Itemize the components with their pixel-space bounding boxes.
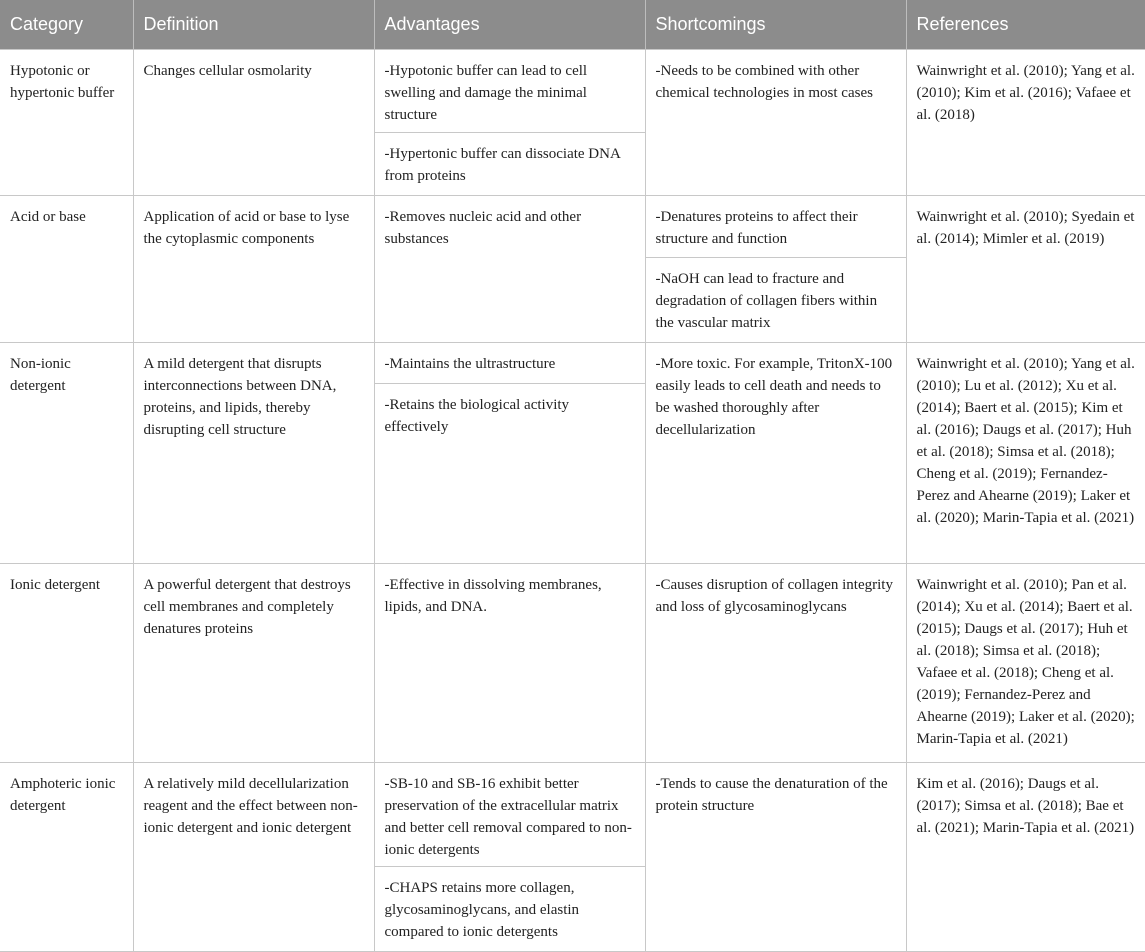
shortcomings-cell: -Tends to cause the denaturation of the protein structure (645, 762, 906, 951)
advantages-cell (374, 762, 645, 951)
category-cell: Non-ionic detergent (0, 342, 133, 563)
header-shortcomings: Shortcomings (645, 0, 906, 49)
advantages-cell: -Removes nucleic acid and other substances (374, 195, 645, 342)
references-cell: Wainwright et al. (2010); Yang et al. (2010); Kim et al. (2016); Vafaee et al. (2018) (906, 49, 1145, 195)
advantage-item: -Retains the biological activity effectively (375, 383, 645, 446)
shortcomings-cell: -Needs to be combined with other chemical technologies in most cases (645, 49, 906, 195)
shortcomings-cell: -Causes disruption of collagen integrity and loss of glycosaminoglycans (645, 563, 906, 762)
advantages-cell (374, 49, 645, 195)
table-row (0, 342, 1145, 563)
table-row (0, 49, 1145, 195)
header-references: References (906, 0, 1145, 49)
definition-cell: A powerful detergent that destroys cell membranes and completely denatures proteins (133, 563, 374, 762)
header-category: Category (0, 0, 133, 49)
category-cell: Hypotonic or hypertonic buffer (0, 49, 133, 195)
advantages-cell (374, 342, 645, 563)
advantage-item: -Hypertonic buffer can dissociate DNA from proteins (375, 132, 645, 195)
advantage-item: -Maintains the ultrastructure (384, 355, 556, 372)
advantages-cell: -Effective in dissolving membranes, lipids, and DNA. (374, 563, 645, 762)
advantage-item: -CHAPS retains more collagen, glycosaminoglycans, and elastin compared to ionic detergents (375, 866, 645, 951)
header-definition: Definition (133, 0, 374, 49)
header-row (0, 0, 1145, 49)
table-row (0, 195, 1145, 342)
definition-cell: A relatively mild decellularization reagent and the effect between non-ionic detergent and ionic detergent (133, 762, 374, 951)
references-cell: Wainwright et al. (2010); Syedain et al. (2014); Mimler et al. (2019) (906, 195, 1145, 342)
shortcomings-cell (645, 195, 906, 342)
advantage-item: -Hypotonic buffer can lead to cell swelling and damage the minimal structure (384, 62, 588, 123)
definition-cell: A mild detergent that disrupts interconnections between DNA, proteins, and lipids, thereby disrupting cell structure (133, 342, 374, 563)
definition-cell: Changes cellular osmolarity (133, 49, 374, 195)
category-cell: Acid or base (0, 195, 133, 342)
definition-cell: Application of acid or base to lyse the cytoplasmic components (133, 195, 374, 342)
table-row (0, 762, 1145, 951)
category-cell: Amphoteric ionic detergent (0, 762, 133, 951)
category-cell: Ionic detergent (0, 563, 133, 762)
header-advantages: Advantages (374, 0, 645, 49)
references-cell: Kim et al. (2016); Daugs et al. (2017); Simsa et al. (2018); Bae et al. (2021); Marin-Tapia et al. (2021) (906, 762, 1145, 951)
table-row (0, 563, 1145, 762)
advantage-item: -SB-10 and SB-16 exhibit better preservation of the extracellular matrix and better cell removal compared to non-ionic detergents (384, 775, 632, 858)
shortcoming-item: -Denatures proteins to affect their structure and function (655, 208, 858, 247)
references-cell: Wainwright et al. (2010); Pan et al. (2014); Xu et al. (2014); Baert et al. (2015); Daugs et al. (2017); Huh et al. (2018); Simsa et al. (2018); Vafaee et al. (2018); Cheng et al. (2019); Fernandez-Perez and Ahearne (2019); Laker et al. (2020); Marin-Tapia et al. (2021) (906, 563, 1145, 762)
shortcomings-cell: -More toxic. For example, TritonX-100 easily leads to cell death and needs to be washed thoroughly after decellularization (645, 342, 906, 563)
references-cell: Wainwright et al. (2010); Yang et al. (2010); Lu et al. (2012); Xu et al. (2014); Baert et al. (2015); Kim et al. (2016); Daugs et al. (2017); Huh et al. (2018); Simsa et al. (2018); Cheng et al. (2019); Fernandez-Perez and Ahearne (2019); Laker et al. (2020); Marin-Tapia et al. (2021) (906, 342, 1145, 563)
shortcoming-item: -NaOH can lead to fracture and degradation of collagen fibers within the vascular matrix (646, 257, 906, 342)
